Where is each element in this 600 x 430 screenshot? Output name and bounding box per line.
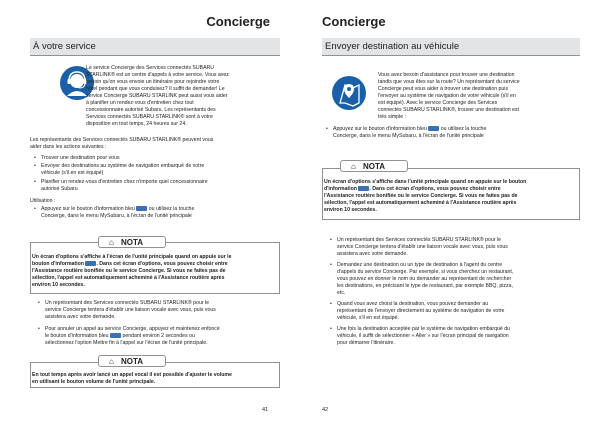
list-item-text: Envoyer des destinations au système de navigation embarqué de votre véhicule (s'il en est équipé)	[41, 163, 205, 176]
list-item: •	[38, 326, 40, 332]
intro-text: Le service Concierge des Services connectés SUBARU STARLINK® est un centre d'appels à votre service. Vous avez besoin qu'on vous envoie un itinéraire pour rejoindre votre hôtel pendant que vous conduisez? Il suffit de demander! Le service Concierge SUBARU STARLINK peut aussi vous aider à planifier un rendez-vous d'entretien chez tout concessionnaire autorisé Subaru. Les représentants des Services connectés SUBARU STARLINK® sont à votre disposition en tout temps, 24 heures sur 24.	[86, 65, 229, 127]
info-button-icon	[428, 126, 439, 131]
note-header: ⌂ NOTA	[98, 355, 166, 367]
note-text: En tout temps après avoir lancé un appel vocal il est possible d'ajuster le volume en utilisant le bouton volume de l'unité principale.	[32, 372, 232, 385]
step-text: Demandez une destination ou un type de destination à l'agent du centre d'appels du service Concierge. Par exemple, si vous cherchez un restaurant, vous pouvez en donner le nom ou demander au représentant de rechercher les destinations, en précisant le type de restaurant, par exemple BBQ, pizza, etc.	[337, 262, 514, 296]
list-item-text: Planifier un rendez-vous d'entretien chez n'importe quel concessionnaire autorisé Subaru	[41, 179, 208, 192]
info-button-icon	[85, 261, 96, 266]
step-text: Pour annuler un appel au service Concierge, appuyez et maintenez enfoncé le bouton d'information bleu pendant environ 2 secondes ou sélectionnez l'option Mettre fin à l'appel sur l'écran de l'unité principale.	[45, 326, 220, 346]
usage-text: Appuyez sur le bouton d'information bleu ou utilisez la touche Concierge, dans le menu MySubaru, à l'écran de l'unité principale	[41, 206, 195, 219]
section-title: À votre service	[33, 41, 96, 52]
note-header: ⌂ NOTA	[340, 160, 408, 172]
list-item: •	[34, 206, 36, 212]
info-tag-icon: ⌂	[109, 357, 114, 366]
step-text: Une fois la destination acceptée par le système de navigation embarqué du véhicule, il suffit de sélectionner « Aller » sur l'écran principal de navigation pour démarrer l'itinéraire.	[337, 326, 511, 346]
section-title: Envoyer destination au véhicule	[325, 41, 460, 52]
info-button-icon	[136, 206, 147, 211]
intro-text: Vous avez besoin d'assistance pour trouver une destination tandis que vous êtes sur la route? Un représentant du service Concierge peut vous aider à trouver une destination puis l'envoyer au système de navigation de votre véhicule (s'il en est équipé). Avec le service Concierge des Services connectés SUBARU STARLINK®, trouver une destination est très simple :	[378, 72, 520, 120]
list-item: •	[330, 262, 332, 268]
step-text: Un représentant des Services connectés SUBARU STARLINK® pour le service Concierge tentera d'établir une liaison vocale avec vous, puis vous assistera avec votre demande.	[337, 237, 508, 257]
list-item: •	[330, 237, 332, 243]
note-text: Un écran d'options s'affiche à l'écran de l'unité principale quand on appuie sur le bouton d'information . Dans cet écran d'options, vous pouvez choisir entre l'Assistance routière bonifiée ou le service Concierge. Si vous ne faites pas de sélection, l'appel est automatiquement acheminé à l'Assistance routière après environ 10 secondes.	[32, 254, 232, 288]
info-button-icon	[110, 333, 121, 338]
step-text: Un représentant des Services connectés SUBARU STARLINK® pour le service Concierge tentera d'établir une liaison vocale avec vous, puis vous assistera avec votre demande.	[45, 300, 216, 320]
list-item: •	[34, 163, 36, 169]
usage-label: Utilisation :	[30, 198, 56, 204]
list-item: •	[34, 179, 36, 185]
list-item-text: Trouver une destination pour vous	[41, 155, 120, 161]
info-tag-icon: ⌂	[351, 162, 356, 171]
section-header	[322, 38, 580, 56]
map-pin-icon	[332, 76, 366, 110]
note-header: ⌂ NOTA	[98, 236, 166, 248]
section-header	[30, 38, 280, 56]
page-right	[300, 0, 600, 430]
reps-text: Les représentants des Services connectés SUBARU STARLINK® peuvent vous aider dans les actions suivantes :	[30, 137, 214, 150]
info-button-icon	[358, 186, 369, 191]
list-item: •	[34, 155, 36, 161]
page-title: Concierge	[206, 14, 270, 29]
list-item: •	[326, 126, 328, 132]
page-title: Concierge	[322, 14, 386, 29]
page-number: 42	[322, 407, 329, 413]
list-item: •	[330, 326, 332, 332]
page-number: 41	[262, 407, 269, 413]
info-tag-icon: ⌂	[109, 238, 114, 247]
usage-text: Appuyez sur le bouton d'information bleu ou utilisez la touche Concierge, dans le menu MySubaru, à l'écran de l'unité principale	[333, 126, 487, 139]
note-text: Un écran d'options s'affiche dans l'unité principale quand on appuie sur le bouton d'information . Dans cet écran d'options, vous pouvez choisir entre l'Assistance routière bonifiée ou le service Concierge. Si vous ne faites pas de sélection, l'appel est automatiquement acheminé à l'Assistance routière après environ 10 secondes.	[324, 179, 527, 213]
list-item: •	[38, 300, 40, 306]
list-item: •	[330, 301, 332, 307]
step-text: Quand vous avez choisi la destination, vous pouvez demander au représentant de l'envoyer directement au système de navigation de votre véhicule, s'il en est équipé.	[337, 301, 505, 321]
